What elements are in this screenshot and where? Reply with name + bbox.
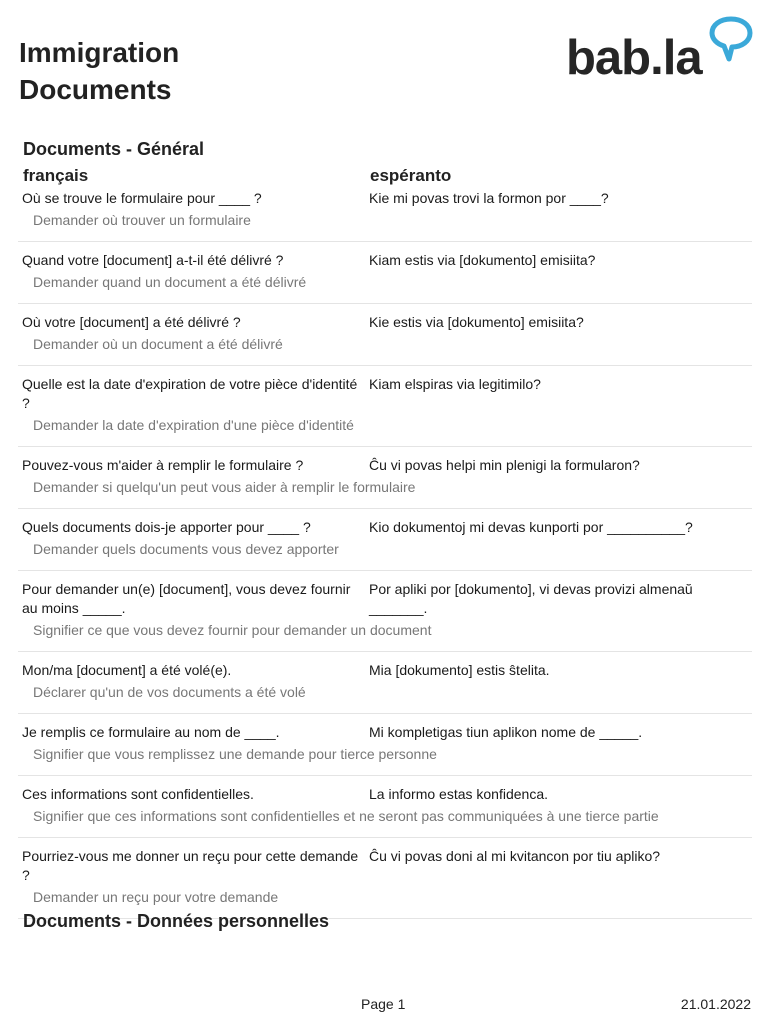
usage-note: Demander un reçu pour votre demande: [33, 889, 279, 905]
phrase-entry: [18, 242, 752, 304]
usage-note: Signifier que vous remplissez une demande pour tierce personne: [33, 746, 437, 762]
column-header-target: espéranto: [370, 166, 452, 185]
esperanto-phrase: Mia [dokumento] estis ŝtelita.: [369, 662, 550, 678]
usage-note: Demander où trouver un formulaire: [33, 212, 251, 228]
esperanto-phrase: Kio dokumentoj mi devas kunporti por __________?: [369, 519, 693, 535]
phrase-list: [18, 188, 752, 919]
phrase-entry: [18, 652, 752, 714]
french-phrase: Ces informations sont confidentielles.: [22, 786, 254, 802]
french-phrase: Quand votre [document] a-t-il été délivré ?: [22, 252, 284, 268]
esperanto-phrase: Ĉu vi povas doni al mi kvitancon por tiu apliko?: [369, 848, 661, 864]
phrase-pair: [22, 251, 752, 270]
usage-note: Demander quand un document a été délivré: [33, 274, 307, 290]
usage-note: Signifier que ces informations sont confidentielles et ne seront pas communiquées à une tierce partie: [33, 808, 659, 824]
title-line-1: Immigration: [19, 37, 180, 68]
phrase-pair: [22, 189, 752, 208]
document-date: 21.01.2022: [680, 996, 751, 1012]
phrase-entry: [18, 776, 752, 838]
phrase-pair: [22, 456, 752, 475]
section-title-general: Documents - Général: [23, 139, 205, 159]
esperanto-phrase: Mi kompletigas tiun aplikon nome de _____.: [369, 724, 643, 740]
french-phrase: Quels documents dois-je apporter pour ____ ?: [22, 519, 311, 535]
phrase-entry: [18, 447, 752, 509]
usage-note: Demander quels documents vous devez apporter: [33, 541, 339, 557]
french-phrase: Pour demander un(e) [document], vous devez fournir au moins _____.: [22, 581, 351, 616]
speech-bubble-icon: [709, 16, 753, 64]
esperanto-phrase: Kie estis via [dokumento] emisiita?: [369, 314, 584, 330]
phrase-pair: [22, 313, 752, 332]
esperanto-phrase: Kiam elspiras via legitimilo?: [369, 376, 541, 392]
column-header-source: français: [23, 166, 89, 185]
french-phrase: Pouvez-vous m'aider à remplir le formulaire ?: [22, 457, 304, 473]
section-title-personal-data: Documents - Données personnelles: [23, 911, 330, 931]
esperanto-phrase: Ĉu vi povas helpi min plenigi la formularon?: [369, 457, 640, 473]
esperanto-phrase: Kie mi povas trovi la formon por ____?: [369, 190, 609, 206]
logo-text: bab.la: [566, 31, 702, 85]
phrase-entry: [18, 304, 752, 366]
french-phrase: Quelle est la date d'expiration de votre pièce d'identité ?: [22, 376, 358, 411]
phrase-entry: [18, 571, 752, 652]
phrase-entry: [18, 366, 752, 447]
babla-logo: [566, 16, 756, 85]
french-phrase: Où se trouve le formulaire pour ____ ?: [22, 190, 262, 206]
esperanto-phrase: La informo estas konfidenca.: [369, 786, 548, 802]
phrase-pair: [22, 661, 752, 680]
french-phrase: Où votre [document] a été délivré ?: [22, 314, 241, 330]
french-phrase: Je remplis ce formulaire au nom de ____.: [22, 724, 280, 740]
phrase-pair: [22, 847, 752, 885]
phrase-pair: [22, 580, 752, 618]
phrase-entry: [18, 714, 752, 776]
esperanto-phrase: Kiam estis via [dokumento] emisiita?: [369, 252, 596, 268]
usage-note: Demander où un document a été délivré: [33, 336, 283, 352]
phrase-pair: [22, 723, 752, 742]
usage-note: Demander la date d'expiration d'une pièce d'identité: [33, 417, 354, 433]
phrase-pair: [22, 518, 752, 537]
french-phrase: Pourriez-vous me donner un reçu pour cette demande ?: [22, 848, 359, 883]
document-title: [19, 34, 179, 108]
usage-note: Demander si quelqu'un peut vous aider à remplir le formulaire: [33, 479, 416, 495]
usage-note: Déclarer qu'un de vos documents a été volé: [33, 684, 306, 700]
phrase-pair: [22, 375, 752, 413]
usage-note: Signifier ce que vous devez fournir pour demander un document: [33, 622, 432, 638]
esperanto-phrase: Por apliki por [dokumento], vi devas provizi almenaŭ _______.: [369, 581, 693, 616]
phrase-entry: [18, 838, 752, 919]
phrase-pair: [22, 785, 752, 804]
phrase-entry: [18, 188, 752, 242]
phrase-entry: [18, 509, 752, 571]
title-line-2: Documents: [19, 74, 172, 105]
french-phrase: Mon/ma [document] a été volé(e).: [22, 662, 232, 678]
page-number: Page 1: [361, 996, 406, 1012]
